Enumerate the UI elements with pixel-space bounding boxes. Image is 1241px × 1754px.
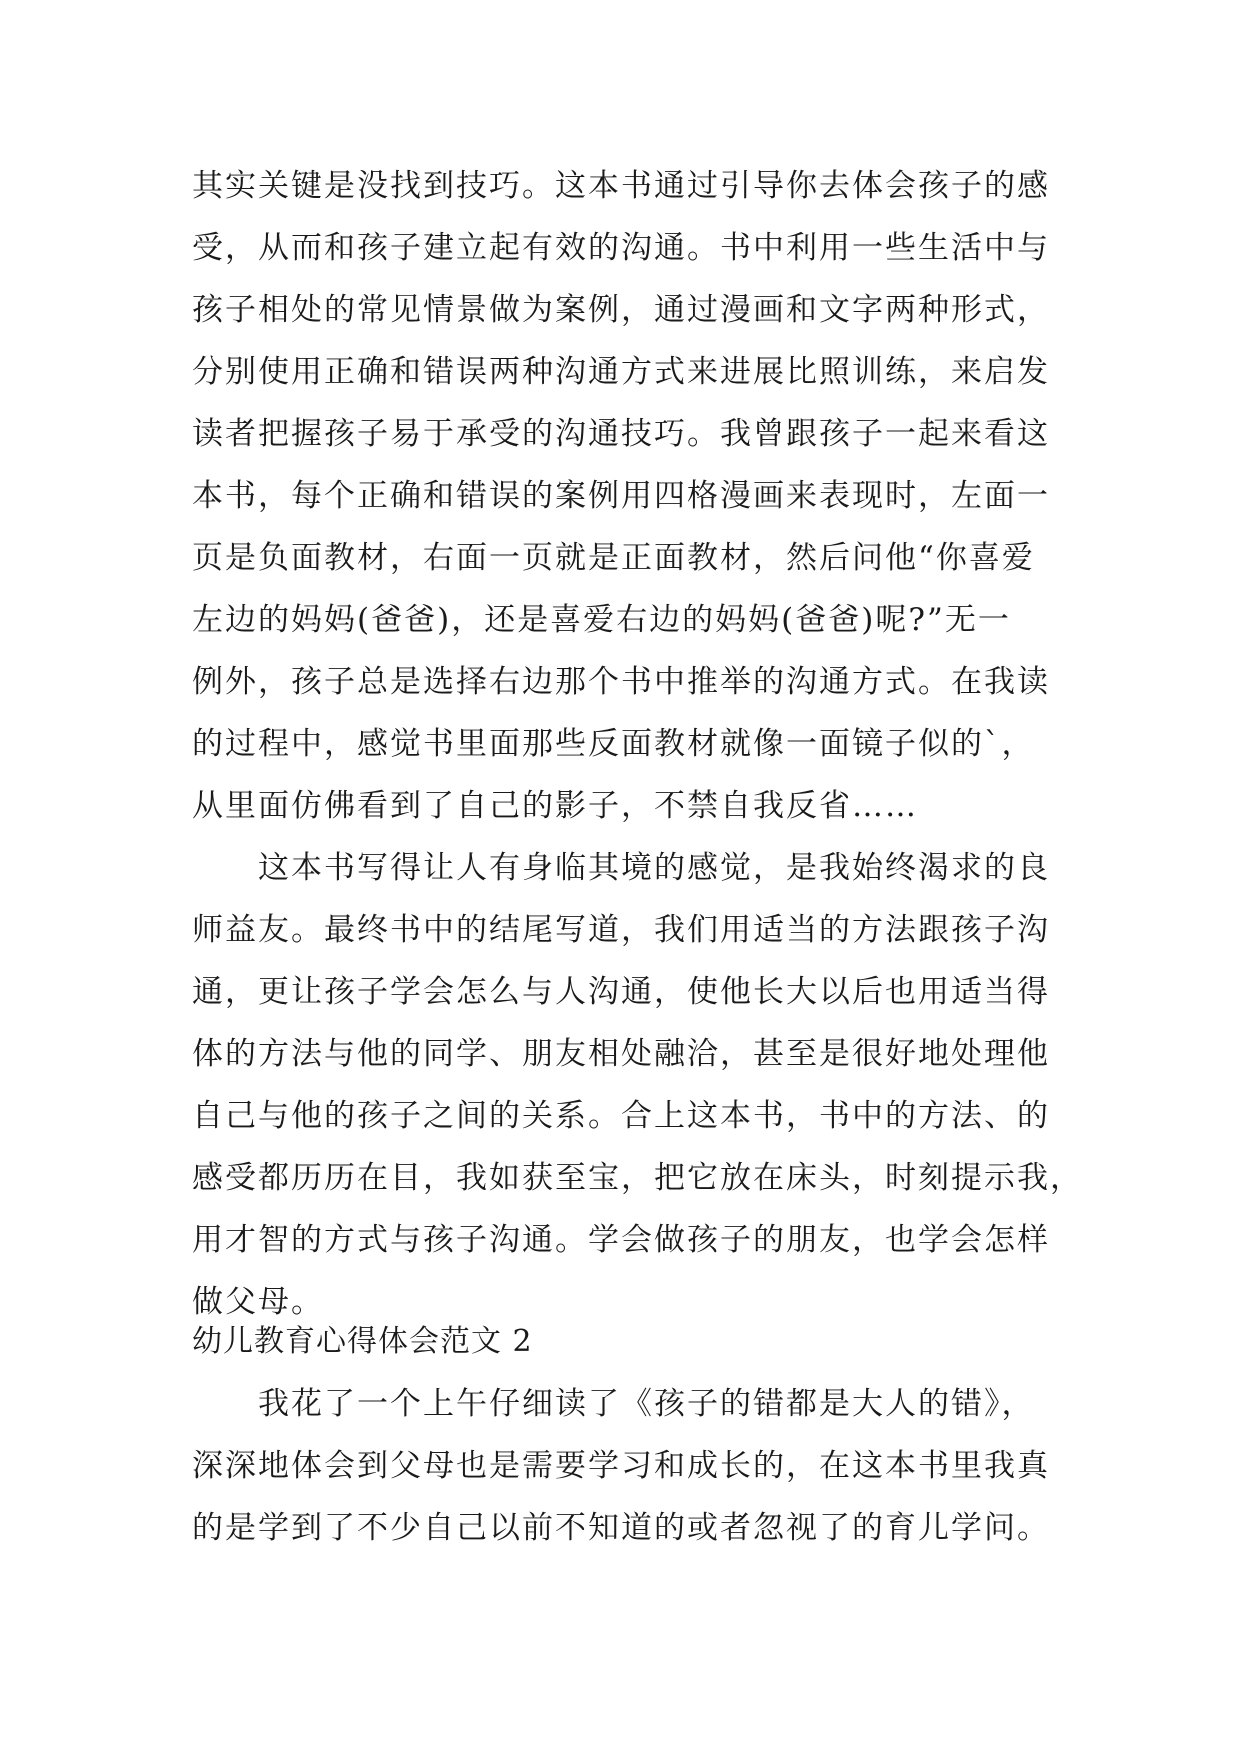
text-line: 师益友。最终书中的结尾写道，我们用适当的方法跟孩子沟 — [192, 912, 1050, 948]
text-line: 自己与他的孩子之间的关系。合上这本书，书中的方法、的 — [192, 1098, 1050, 1134]
section-2-heading: 幼儿教育心得体会范文 2 — [192, 1324, 533, 1359]
text-line: 左边的妈妈(爸爸)，还是喜爱右边的妈妈(爸爸)呢?”无一 — [192, 602, 1011, 638]
text-line: 深深地体会到父母也是需要学习和成长的，在这本书里我真 — [192, 1448, 1050, 1484]
text-line: 的是学到了不少自己以前不知道的或者忽视了的育儿学问。 — [192, 1510, 1050, 1546]
text-line: 本书，每个正确和错误的案例用四格漫画来表现时，左面一 — [192, 478, 1050, 514]
text-line: 用才智的方式与孩子沟通。学会做孩子的朋友，也学会怎样 — [192, 1222, 1050, 1258]
text-line: 孩子相处的常见情景做为案例，通过漫画和文字两种形式， — [192, 292, 1050, 328]
text-line: 读者把握孩子易于承受的沟通技巧。我曾跟孩子一起来看这 — [192, 416, 1050, 452]
text-line: 受，从而和孩子建立起有效的沟通。书中利用一些生活中与 — [192, 230, 1050, 266]
text-line: 感受都历历在目，我如获至宝，把它放在床头，时刻提示我， — [192, 1160, 1083, 1196]
text-line: 分别使用正确和错误两种沟通方式来进展比照训练，来启发 — [192, 354, 1050, 390]
text-line: 其实关键是没找到技巧。这本书通过引导你去体会孩子的感 — [192, 168, 1050, 204]
text-line: 例外，孩子总是选择右边那个书中推举的沟通方式。在我读 — [192, 664, 1050, 700]
text-line: 从里面仿佛看到了自己的影子，不禁自我反省…… — [192, 788, 918, 824]
text-line: 通，更让孩子学会怎么与人沟通，使他长大以后也用适当得 — [192, 974, 1050, 1010]
text-line: 做父母。 — [192, 1284, 324, 1320]
text-line: 这本书写得让人有身临其境的感觉，是我始终渴求的良 — [192, 850, 1050, 886]
text-line: 我花了一个上午仔细读了《孩子的错都是大人的错》， — [192, 1386, 1035, 1422]
text-line: 页是负面教材，右面一页就是正面教材，然后问他“你喜爱 — [192, 540, 1035, 576]
text-line: 体的方法与他的同学、朋友相处融洽，甚至是很好地处理他 — [192, 1036, 1050, 1072]
section-1-body — [192, 155, 1083, 1333]
section-2-body — [192, 1373, 1072, 1559]
text-line: 的过程中，感觉书里面那些反面教材就像一面镜子似的`， — [192, 726, 1035, 762]
